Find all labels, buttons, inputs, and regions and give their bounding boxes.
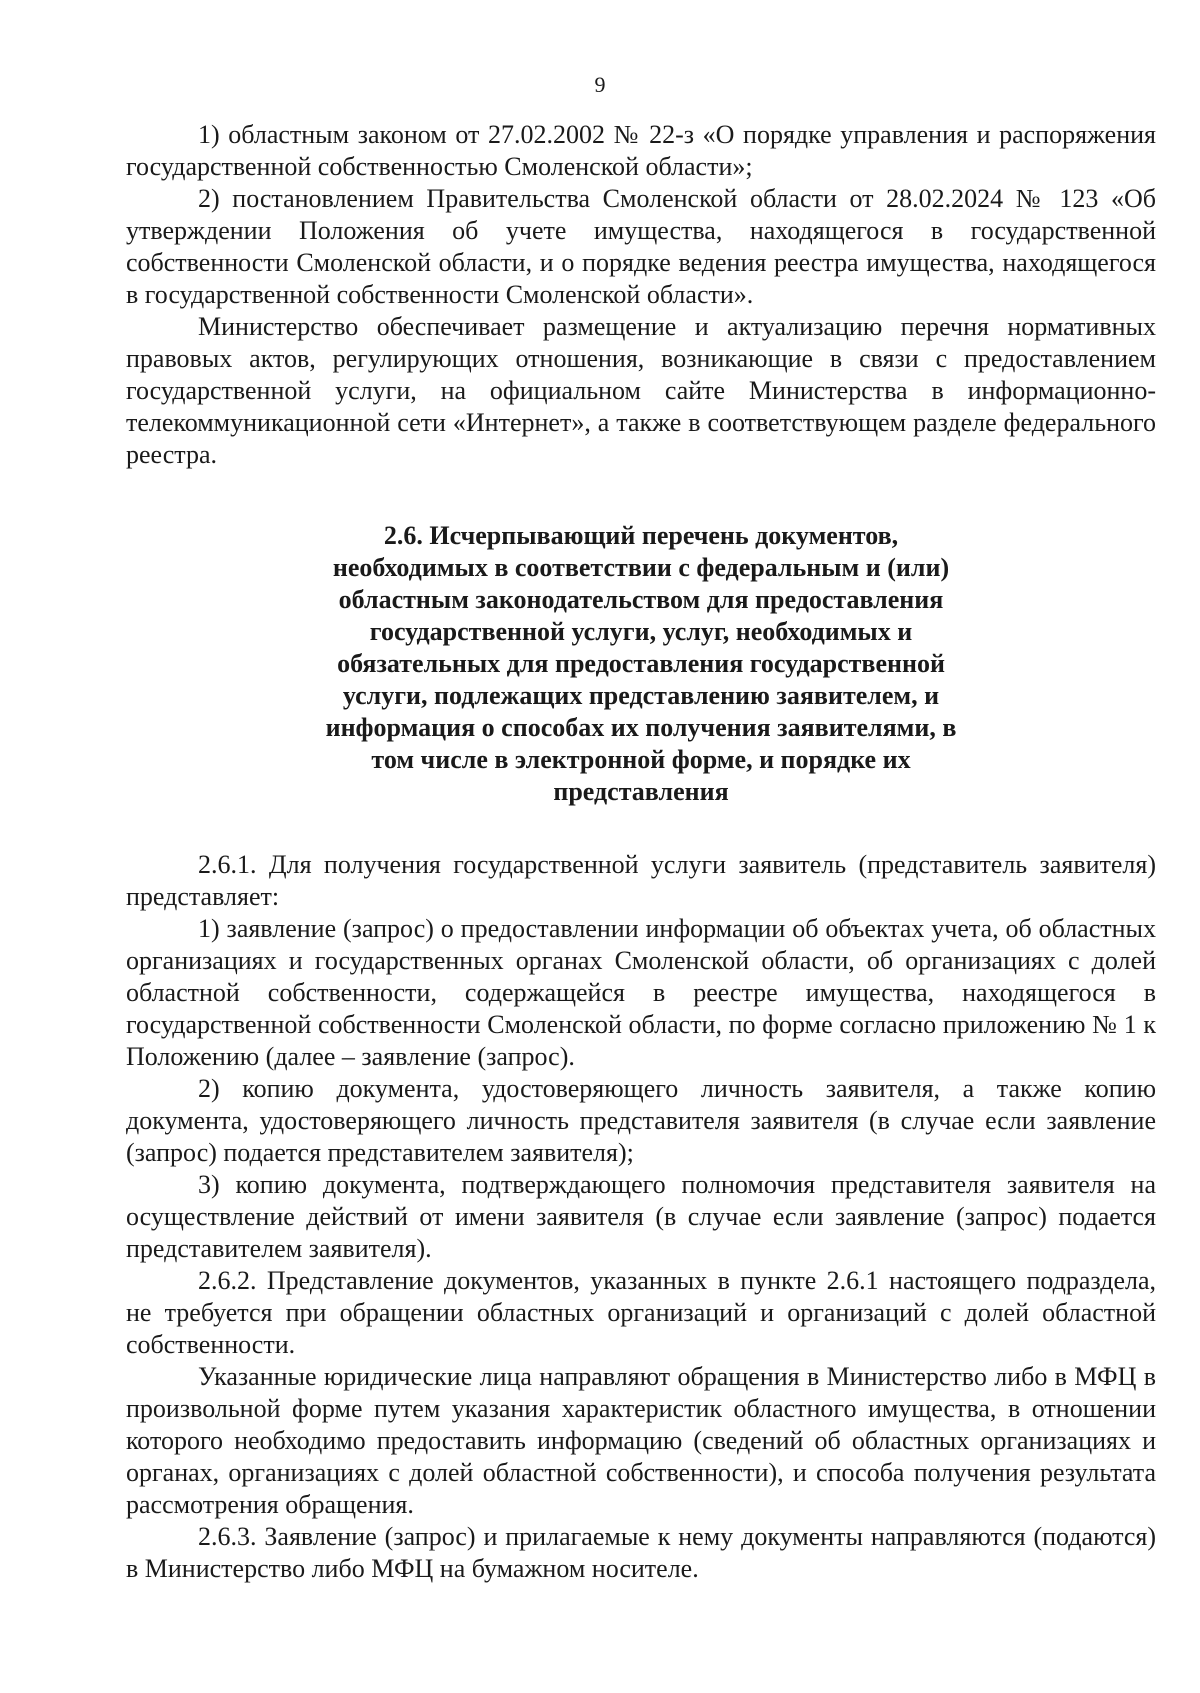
paragraph-2-6-1-item-1: 1) заявление (запрос) о предоставлении информации об объектах учета, об областных организациях и государственных органах Смоленской области, об организациях с долей областной собственности, содержащейся в реестре имущества, находящегося в государственной собственности Смоленской области, по форме согласно приложению № 1 к Положению (далее – заявление (запрос). [126,914,1156,1071]
heading-line: областным законодательством для предоставления [338,585,944,614]
heading-line: обязательных для предоставления государственной [337,649,945,678]
paragraph-2-6-2: 2.6.2. Представление документов, указанных в пункте 2.6.1 настоящего подраздела, не требуется при обращении областных организаций и организаций с долей областной собственности. [126,1266,1156,1359]
heading-line: информация о способах их получения заявителями, в [325,713,957,742]
paragraph-ministry-publication: Министерство обеспечивает размещение и актуализацию перечня нормативных правовых актов, регулирующих отношения, возникающие в связи с предоставлением государственной услуги, на официальном сайте Министерства в информационно-телекоммуникационной сети «Интернет», а также в соответствующем разделе федерального реестра. [126,312,1156,469]
paragraph-2-6-1-item-3: 3) копию документа, подтверждающего полномочия представителя заявителя на осуществление действий от имени заявителя (в случае если заявление (запрос) подается представителем заявителя). [126,1170,1156,1263]
heading-line: государственной услуги, услуг, необходимых и [369,617,913,646]
paragraph-item-2: 2) постановлением Правительства Смоленской области от 28.02.2024 № 123 «Об утверждении Положения об учете имущества, находящегося в государственной собственности Смоленской области, и о порядке ведения реестра имущества, находящегося в государственной собственности Смоленской области». [126,184,1156,309]
page-number: 9 [594,72,606,97]
heading-line: услуги, подлежащих представлению заявителем, и [342,681,940,710]
document-body [126,119,1156,1585]
paragraph-2-6-1: 2.6.1. Для получения государственной услуги заявитель (представитель заявителя) представляет: [126,850,1156,911]
heading-line: том числе в электронной форме, и порядке их [371,745,911,774]
section-heading-2-6 [276,520,1006,808]
heading-line: 2.6. Исчерпывающий перечень документов, [383,521,899,550]
paragraph-2-6-3: 2.6.3. Заявление (запрос) и прилагаемые к нему документы направляются (подаются) в Министерство либо МФЦ на бумажном носителе. [126,1522,1156,1583]
heading-line: необходимых в соответствии с федеральным и (или) [332,553,950,582]
paragraph-legal-entities: Указанные юридические лица направляют обращения в Министерство либо в МФЦ в произвольной форме путем указания характеристик областного имущества, в отношении которого необходимо предоставить информацию (сведений об областных организациях и органах, организациях с долей областной собственности), и способа получения результата рассмотрения обращения. [126,1362,1156,1519]
paragraph-2-6-1-item-2: 2) копию документа, удостоверяющего личность заявителя, а также копию документа, удостоверяющего личность представителя заявителя (в случае если заявление (запрос) подается представителем заявителя); [126,1074,1156,1167]
paragraph-item-1: 1) областным законом от 27.02.2002 № 22-з «О порядке управления и распоряжения государственной собственностью Смоленской области»; [126,120,1156,181]
heading-line: представления [553,777,729,806]
